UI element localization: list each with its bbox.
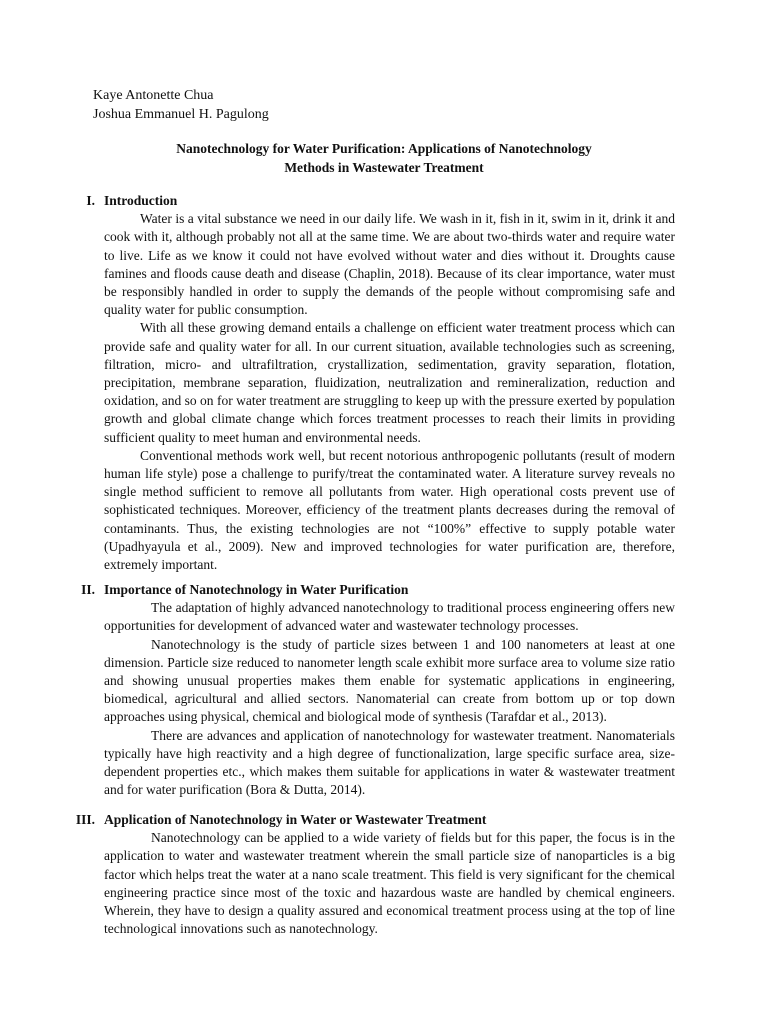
section-title: Importance of Nanotechnology in Water Purification — [104, 582, 409, 597]
title-line: Methods in Wastewater Treatment — [284, 160, 484, 175]
section-body — [104, 599, 675, 799]
paper-title — [100, 139, 668, 177]
section-body — [104, 829, 675, 938]
title-line: Nanotechnology for Water Purification: Applications of Nanotechnology — [176, 141, 592, 156]
section-heading — [75, 811, 675, 829]
paragraph: Nanotechnology is the study of particle sizes between 1 and 100 nanometers at least at one dimension. Particle size reduced to nanometer length scale exhibit more surface area to volume size ratio and showing unusual properties makes them enable for systematic applications in engineering, biomedical, agricultural and allied sectors. Nanomaterial can create from bottom up or top down approaches using physical, chemical and biological mode of synthesis (Tarafdar et al., 2013). — [104, 636, 675, 725]
section-number: I. — [86, 193, 95, 208]
paragraph: Nanotechnology can be applied to a wide variety of fields but for this paper, the focus is in the application to water and wastewater treatment wherein the small particle size of nanoparticles is a big factor which helps treat the water at a nano scale treatment. This field is very significant for the chemical engineering practice since most of the toxic and hazardous waste are handled by chemical engineers. Wherein, they have to design a quality assured and economical treatment process using at the top of line technological innovations such as nanotechnology. — [104, 830, 675, 937]
section-heading — [86, 192, 675, 210]
section-heading — [81, 581, 675, 599]
section-importance — [81, 581, 675, 799]
paragraph: With all these growing demand entails a challenge on efficient water treatment process which can provide safe and quality water for all. In our current situation, available technologies such as screening, filtration, micro- and ultrafiltration, crystallization, sedimentation, gravity separation, flotation, precipitation, membrane separation, fluidization, neutralization and remineralization, reduction and oxidation, and so on for water treatment are struggling to keep up with the pressure exerted by population growth and global climate change which forces treatment processes to reach their limits in providing sufficient quality to meet human and environmental needs. — [104, 320, 675, 445]
author-name: Joshua Emmanuel H. Pagulong — [93, 107, 269, 122]
section-title: Application of Nanotechnology in Water or Wastewater Treatment — [104, 812, 487, 827]
paragraph: Water is a vital substance we need in our daily life. We wash in it, fish in it, swim in it, drink it and cook with it, although probably not all at the same time. We are about two-thirds water and require water to live. Life as we know it could not have evolved without water and dies without it. Droughts cause famines and floods cause death and disease (Chaplin, 2018). Because of its clear importance, water must be responsibly handled in order to supply the demands of the people without compromising safe and quality water for public consumption. — [104, 211, 675, 318]
section-introduction — [86, 192, 675, 574]
section-title: Introduction — [104, 193, 178, 208]
paragraph: The adaptation of highly advanced nanotechnology to traditional process engineering offers new opportunities for development of advanced water and wastewater technology processes. — [104, 600, 675, 634]
section-application — [75, 811, 675, 938]
section-number: II. — [81, 582, 95, 597]
author-name: Kaye Antonette Chua — [93, 88, 214, 103]
section-body — [104, 210, 675, 574]
paragraph: There are advances and application of nanotechnology for wastewater treatment. Nanomaterials typically have high reactivity and a high degree of functionalization, large specific surface area, size-dependent properties etc., which makes them suitable for applications in water & wastewater treatment and for water purification (Bora & Dutta, 2014). — [104, 727, 675, 798]
section-number: III. — [75, 812, 95, 827]
author-block — [93, 86, 269, 124]
paragraph: Conventional methods work well, but recent notorious anthropogenic pollutants (result of modern human life style) pose a challenge to purify/treat the contaminated water. A literature survey reveals no single method sufficient to remove all pollutants from water. High operational costs prevent use of sophisticated techniques. Moreover, efficiency of the treatment plants decreases during the removal of contaminants. Thus, the existing technologies are not “100%” effective to supply potable water (Upadhyayula et al., 2009). New and improved technologies for water purification are, therefore, extremely important. — [104, 447, 675, 573]
